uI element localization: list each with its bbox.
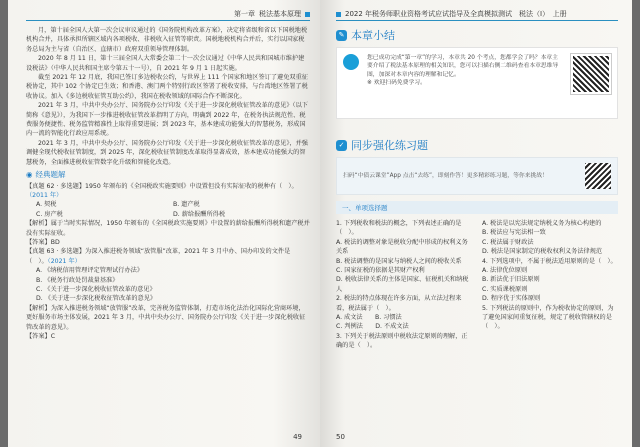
option: C. 《关于进一步深化税收征管改革的意见》 (36, 285, 156, 293)
right-header (336, 8, 618, 21)
option: A. 契税 (36, 201, 57, 209)
option: D. 《关于进一步深化税收征管改革的意见》 (36, 295, 157, 303)
summary-sign: ※ 欢迎扫码免费学习。 (367, 80, 426, 87)
right-header-title: 2022 年税务师职业资格考试应试指导及全真模拟测试 税法（Ⅰ） 上册 (345, 10, 567, 18)
left-header-title: 税法基本原理 (259, 10, 301, 18)
line: B. 税法调整的是国家与纳税人之间的税收关系 (336, 257, 462, 265)
avatar-icon (343, 54, 359, 70)
question-columns (336, 219, 618, 351)
line: C. 国家征税的依据是其财产权利 (336, 267, 425, 275)
option: C. 房产税 (36, 210, 63, 218)
paragraph: 2020 年 8 月 11 日，第十三届全国人大常委会第二十一次会议通过《中华人民共和国城市维护建设税法》（中华人民共和国主席令第五十一号），自 2021 年 9 月 1 日起实施。 (26, 55, 305, 72)
summary-text: 您已成功完成“第一章”的学习，本章共 20 个考点，您都学会了吗？本章主要介绍了税法基本原理的相关知识，您可以扫描右侧二维码查看本章思维导图，加深对本章内容的理解和记忆。 (367, 55, 559, 78)
line: A. 成文法 B. 习惯法 (336, 314, 402, 322)
line: A. 法律优位原则 (482, 267, 528, 275)
qr-code-icon (585, 163, 611, 189)
left-page (8, 0, 320, 447)
analysis-63: 【解析】为深入推进税务领域“放管服”改革，完善税务监管体制，打造市场化法治化国际化营商环境，更好服务市场主体发展，2021 年 3 月，中共中央办公厅、国务院办公厅印发《关于进一步深化税收征管改革的意见》。 (26, 304, 306, 331)
qr-code-icon (571, 54, 611, 94)
paragraph: 2021 年 3 月，中共中央办公厅、国务院办公厅印发《关于进一步深化税收征管改革的意见》（以下简称《意见》），为我国下一步推进税收征管改革指明了方向，明确到 2022 年，在税务执法规范性、税费服务便捷性、税务监管精准性上取得重要进展；到 2023 年，基本建成功能强大的智慧税务，形成国内一流的智能化行政应用系统。 (26, 102, 308, 138)
options-63 (26, 266, 310, 304)
analysis-62: 【解析】属于当时实际情况，1950 年颁布的《全国税政实施要则》中设置的薪给报酬所得税和遗产税并没有实际征收。 (26, 220, 310, 237)
line: D. 税收法律关系的主体是国家、征税机关和纳税人 (336, 276, 469, 293)
options-62 (26, 200, 310, 219)
option: A. 《纳税信用管理评定管理试行办法》 (36, 267, 144, 275)
book-spread (8, 0, 632, 447)
line: D. 税法是国家制定的税收权利义务法律规范 (482, 248, 603, 256)
page-number: 49 (293, 433, 302, 441)
square-icon (305, 12, 310, 17)
page-number: 50 (336, 433, 345, 441)
answer-62: 【答案】BD (26, 238, 60, 246)
line: A. 税法的调整对象是税收分配中形成的权利义务关系 (336, 238, 468, 256)
left-header-chapter: 第一章 (234, 10, 255, 18)
line: C. 税法属于财政法 (482, 238, 534, 246)
line: C. 实质课税原则 (482, 285, 528, 293)
practice-section-title: ✓ 同步强化练习题 (336, 137, 618, 153)
line: 2. 税法的特点体现在许多方面，从立法过程来看，税法属于（ ）。 (336, 295, 462, 312)
option: D. 薪给报酬所得税 (173, 210, 226, 218)
answer-63: 【答案】C (26, 333, 56, 340)
line: B. 新法优于旧法原则 (482, 276, 540, 284)
scan-band (336, 157, 618, 195)
question-62: 【真题 62 · 多选题】1950 年颁布的《全国税政实施要则》中设置但没有实际征收的税种有（ ）。（2011 年） (26, 182, 298, 199)
paragraph: 2021 年 3 月，中共中央办公厅、国务院办公厅印发《关于进一步深化税收征管改革的意见》，并强调健全现代税收征管制度，到 2025 年，深化税收征管制度改革取得显著成效，基本建成功能强大的智慧税务，全面推进税收征管数字化升级和智能化改造。 (26, 139, 308, 166)
circle-icon: ◉ (26, 170, 33, 180)
right-page (320, 0, 632, 447)
line: 5. 下列税法的原则中，作为税收协定的原则，为了避免国家间重复征税，规定了税收管辖权的是（ ）。 (482, 304, 614, 331)
sub-title: ◉ 经典题解 (26, 170, 66, 180)
line: C. 判例法 D. 不成文法 (336, 323, 409, 331)
line: A. 税法是以宪法规定纳税义务为核心构建的 (482, 220, 602, 227)
single-choice-tag: 一、单项选择题 (336, 201, 618, 214)
summary-section-title: ✎ 本章小结 (336, 27, 618, 43)
band-text: 扫码“中债云课堂”App 点击“去练”，即刻作答！更多精彩练习题，等你来挑战！ (343, 172, 548, 179)
practice-icon: ✓ (336, 140, 347, 151)
line: 1. 下列税收和税法的概念，下列表述正确的是（ ）。 (336, 220, 462, 237)
option: B. 遗产税 (173, 201, 200, 209)
square-icon (336, 12, 341, 17)
left-column (336, 219, 472, 351)
summary-box (336, 47, 618, 119)
line: 4. 下列选项中，不属于税法适用原则的是（ ）。 (482, 257, 617, 265)
left-header (26, 8, 310, 21)
right-column (482, 219, 618, 351)
line: D. 程序优于实体原则 (482, 295, 541, 303)
paragraph: 月，第十届全国人大第一次会议审议通过的《国务院机构改革方案》，决定将省级和省以下国税地税机构合并，具体承担所辖区域内各项税收、非税收入征管等职责。国税地税机构合并后，实行以国家税务总局为主与省（自治区、直辖市）政府双重领导管理体制。 (26, 27, 308, 53)
line: 3. 下列关于税法原则中税收法定原则的理解，正确的是（ ）。 (336, 332, 468, 350)
line: B. 税法应与宪法相一致 (482, 229, 546, 237)
paragraph: 截至 2021 年 12 月底，我国已签订多边税收公约，与世界上 111 个国家和地区签订了避免双重征税协定，其中 102 个协定已生效；和香港、澳门两个特别行政区签署了税收安排，与台湾地区签署了税收协议。加入《多边税收征管互助公约》，我国在税收领域的国际合作不断深化。 (26, 74, 308, 100)
summary-icon: ✎ (336, 30, 347, 41)
question-63: 【真题 63 · 多选题】为深入推进税务领域“放管服”改革，2021 年 3 月中办、国办印发的文件是（ ）。（2021 年） (26, 248, 291, 265)
option: B. 《税务行政处罚裁量基准》 (36, 276, 119, 284)
